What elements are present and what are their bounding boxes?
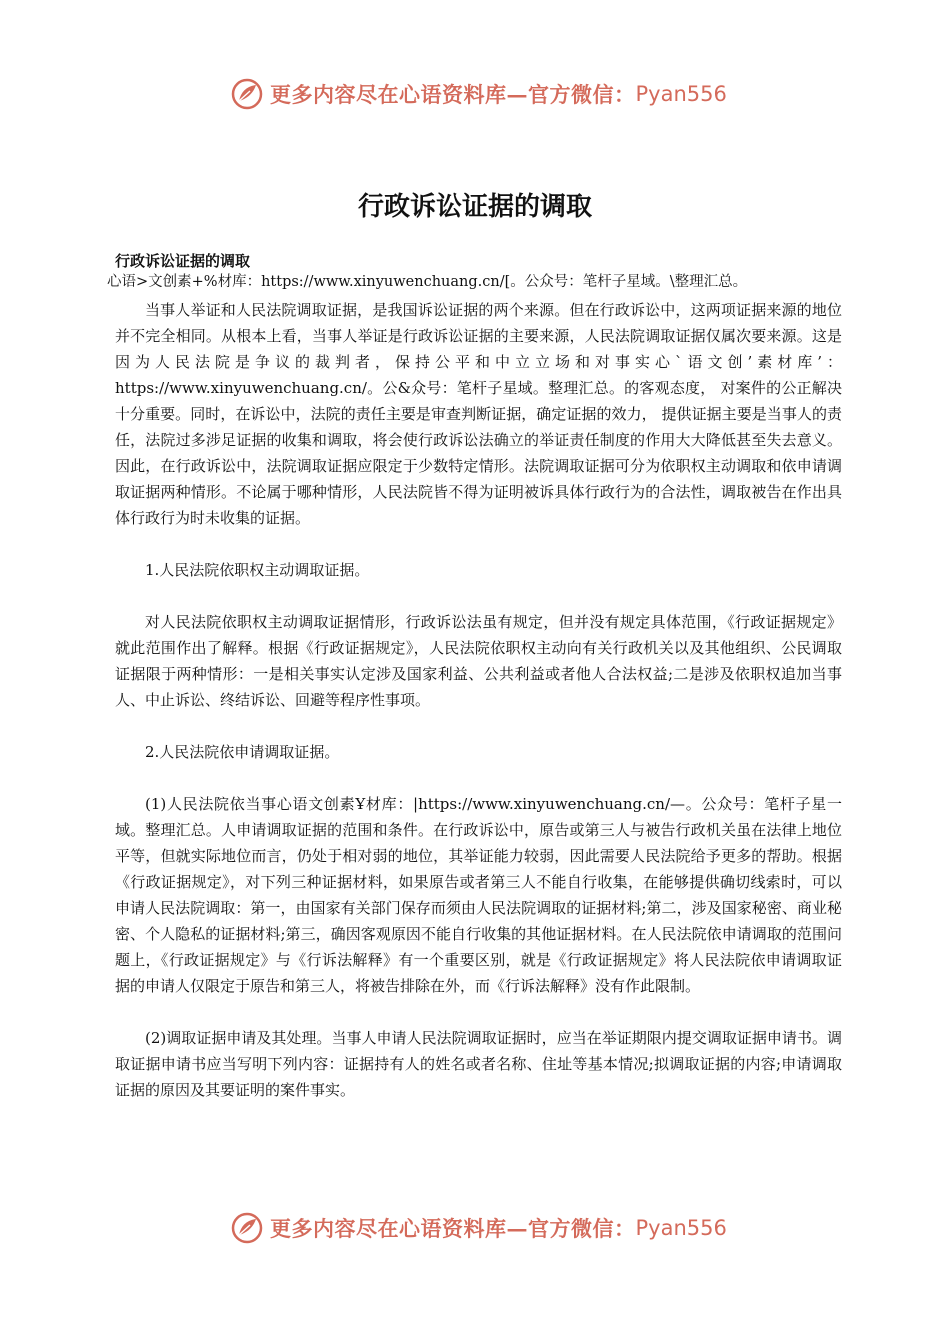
header-banner xyxy=(230,74,727,114)
document-subtitle: 行政诉讼证据的调取 xyxy=(115,252,251,270)
paragraph: 对人民法院依职权主动调取证据情形，行政诉讼法虽有规定，但并没有规定具体范围，《行政证据规定》就此范围作出了解释。根据《行政证据规定》，人民法院依职权主动向有关行政机关以及其他组织、公民调取证据限于两种情形：一是相关事实认定涉及国家利益、公共利益或者他人合法权益;二是涉及依职权追加当事人、中止诉讼、终结诉讼、回避等程序性事项。 xyxy=(115,613,842,709)
leaf-logo-icon xyxy=(230,77,264,111)
section-heading: 2.人民法院依申请调取证据。 xyxy=(145,743,340,761)
paragraph: 当事人举证和人民法院调取证据，是我国诉讼证据的两个来源。但在行政诉讼中，这两项证据来源的地位并不完全相同。从根本上看，当事人举证是行政诉讼证据的主要来源，人民法院调取证据仅属次要来源。这是因为人民法院是争议的裁判者，保持公平和中立立场和对事实心`语文创’素材库’：https://www.xinyuwenchuang.cn/。公&众号：笔杆子星域。整理汇总。的客观态度， 对案件的公正解决十分重要。同时，在诉讼中，法院的责任主要是审查判断证据，确定证据的效力， 提供证据主要是当事人的责任，法院过多涉足证据的收集和调取，将会使行政诉讼法确立的举证责任制度的作用大大降低甚至失去意义。因此，在行政诉讼中，法院调取证据应限定于少数特定情形。法院调取证据可分为依职权主动调取和依申请调取证据两种情形。不论属于哪种情形，人民法院皆不得为证明被诉具体行政行为的合法性，调取被告在作出具体行政行为时未收集的证据。 xyxy=(115,301,842,527)
banner-wechat-id: Pyan556 xyxy=(635,82,727,106)
paragraph: (1)人民法院依当事心语文创素Ұ材库：|https://www.xinyuwenchuang.cn/—。公众号：笔杆子星一域。整理汇总。人申请调取证据的范围和条件。在行政诉讼中，原告或第三人与被告行政机关虽在法律上地位平等，但就实际地位而言，仍处于相对弱的地位，其举证能力较弱，因此需要人民法院给予更多的帮助。根据《行政证据规定》，对下列三种证据材料，如果原告或者第三人不能自行收集，在能够提供确切线索时，可以申请人民法院调取：第一，由国家有关部门保存而须由人民法院调取的证据材料;第二，涉及国家秘密、商业秘密、个人隐私的证据材料;第三，确因客观原因不能自行收集的其他证据材料。在人民法院依申请调取的范围问题上，《行政证据规定》与《行诉法解释》有一个重要区别，就是《行政证据规定》将人民法院依申请调取证据的申请人仅限定于原告和第三人，将被告排除在外，而《行诉法解释》没有作此限制。 xyxy=(115,795,842,995)
footer-banner xyxy=(230,1208,727,1248)
banner-text: 更多内容尽在心语资料库—官方微信： xyxy=(270,1216,636,1241)
paragraph: (2)调取证据申请及其处理。当事人申请人民法院调取证据时，应当在举证期限内提交调取证据申请书。调取证据申请书应当写明下列内容：证据持有人的姓名或者名称、住址等基本情况;拟调取证据的内容;申请调取证据的原因及其要证明的案件事实。 xyxy=(115,1029,842,1099)
document-title: 行政诉讼证据的调取 xyxy=(357,192,592,222)
section-heading: 1.人民法院依职权主动调取证据。 xyxy=(145,561,370,579)
leaf-logo-icon xyxy=(230,1211,264,1245)
banner-text: 更多内容尽在心语资料库—官方微信： xyxy=(270,82,636,107)
banner-wechat-id: Pyan556 xyxy=(635,1216,727,1240)
document-body xyxy=(115,297,842,1129)
source-line: 心语>文创素+%材库：https://www.xinyuwenchuang.cn/[。公众号：笔杆子星域。\整理汇总。 xyxy=(107,274,748,290)
